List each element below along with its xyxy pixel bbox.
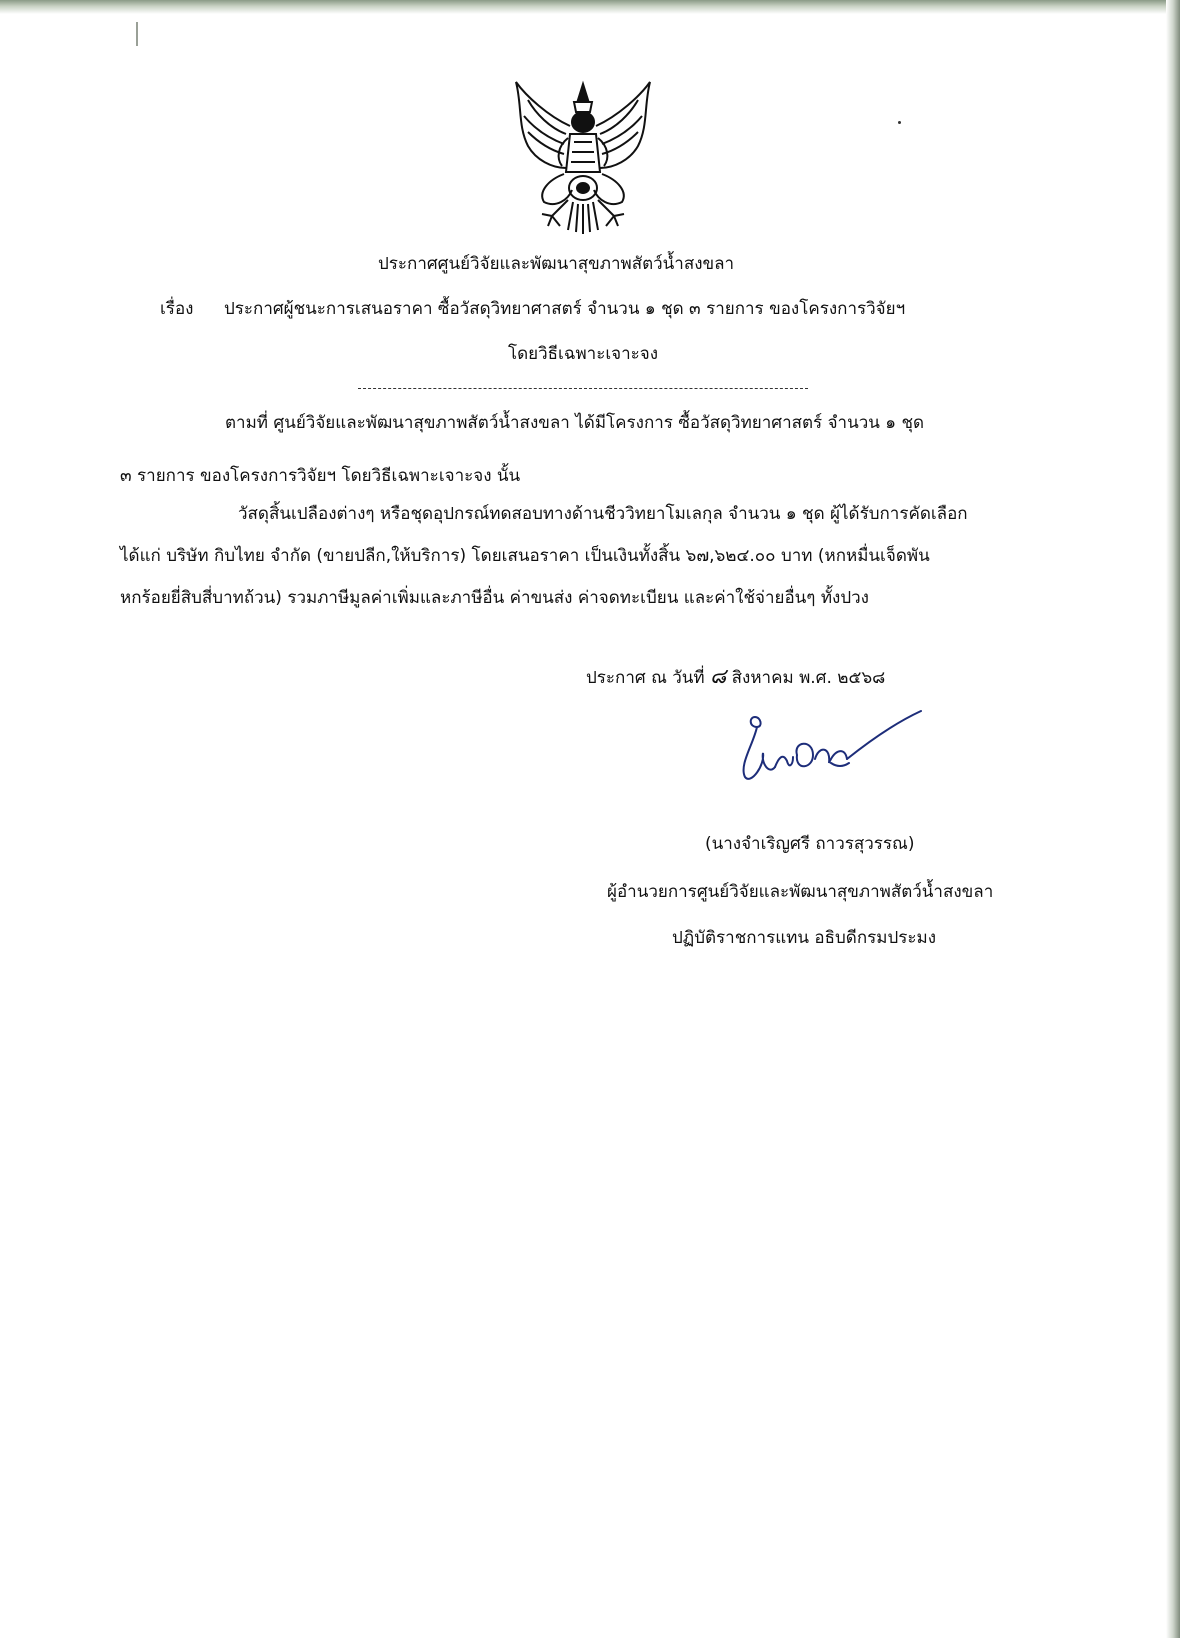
paragraph-1-line-1: ตามที่ ศูนย์วิจัยและพัฒนาสุขภาพสัตว์น้ำสงขลา ได้มีโครงการ ซื้อวัสดุวิทยาศาสตร์ จำนวน ๑ ชุด [225, 413, 925, 433]
signatory-acting-on-behalf: ปฏิบัติราชการแทน อธิบดีกรมประมง [672, 928, 937, 948]
date-prefix: ประกาศ ณ วันที่ [586, 668, 705, 688]
announcement-title: ประกาศศูนย์วิจัยและพัฒนาสุขภาพสัตว์น้ำสงขลา [378, 254, 735, 274]
paragraph-2-line-1: วัสดุสิ้นเปลืองต่างๆ หรือชุดอุปกรณ์ทดสอบทางด้านชีววิทยาโมเลกุล จำนวน ๑ ชุด ผู้ได้รับการคัดเลือก [238, 504, 968, 524]
scan-speck [898, 121, 901, 124]
garuda-emblem-icon [508, 76, 658, 236]
date-day: ๘ [710, 664, 727, 688]
subject-text-continued: โดยวิธีเฉพาะเจาะจง [508, 344, 659, 364]
announcement-date [586, 664, 885, 690]
scan-edge-top [0, 0, 1180, 14]
handwritten-signature [735, 705, 935, 795]
scan-mark [136, 22, 138, 46]
signatory-position: ผู้อำนวยการศูนย์วิจัยและพัฒนาสุขภาพสัตว์น้ำสงขลา [607, 882, 994, 902]
scan-edge-right [1166, 0, 1180, 1638]
date-month-year: สิงหาคม พ.ศ. ๒๕๖๘ [731, 668, 886, 688]
dashed-divider [358, 388, 808, 389]
signatory-name: (นางจำเริญศรี ถาวรสุวรรณ) [705, 834, 915, 854]
paragraph-1-line-2: ๓ รายการ ของโครงการวิจัยฯ โดยวิธีเฉพาะเจาะจง นั้น [120, 466, 521, 486]
paragraph-2-line-3: หกร้อยยี่สิบสี่บาทถ้วน) รวมภาษีมูลค่าเพิ่มและภาษีอื่น ค่าขนส่ง ค่าจดทะเบียน และค่าใช้จ่ายอื่นๆ ทั้งปวง [120, 588, 869, 608]
subject-label: เรื่อง [160, 299, 194, 319]
paragraph-2-line-2: ได้แก่ บริษัท กิบไทย จำกัด (ขายปลีก,ให้บริการ) โดยเสนอราคา เป็นเงินทั้งสิ้น ๖๗,๖๒๔.๐๐ บาท (หกหมื่นเจ็ดพัน [120, 546, 930, 566]
subject-text: ประกาศผู้ชนะการเสนอราคา ซื้อวัสดุวิทยาศาสตร์ จำนวน ๑ ชุด ๓ รายการ ของโครงการวิจัยฯ [224, 299, 906, 319]
